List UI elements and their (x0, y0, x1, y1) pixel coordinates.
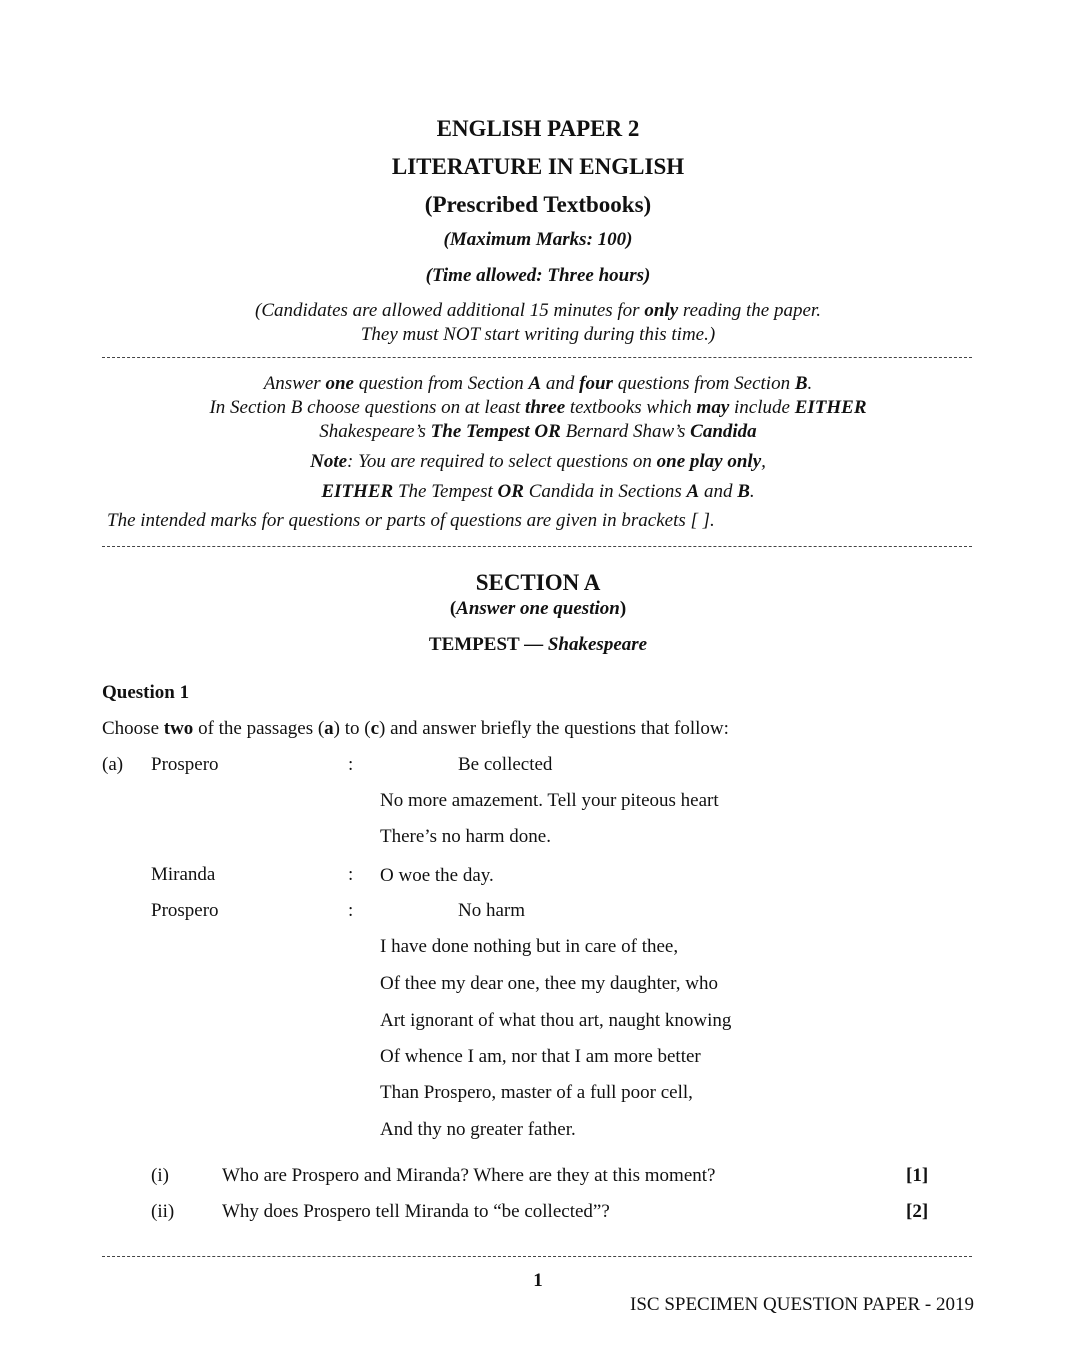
maximum-marks: (Maximum Marks: 100) (443, 229, 633, 250)
passage-line: Of whence I am, nor that I am more better (380, 1046, 701, 1067)
part-label: (a) (102, 754, 124, 775)
passage-line: Be collected (458, 754, 553, 775)
subquestion-text: Why does Prospero tell Miranda to “be collected”? (222, 1201, 610, 1222)
section-title: SECTION A (475, 570, 601, 595)
play-heading: TEMPEST — Shakespeare (428, 634, 648, 655)
passage-line: Art ignorant of what thou art, naught knowing (380, 1010, 732, 1031)
subquestion-number: (ii) (151, 1201, 175, 1222)
subquestion-text: Who are Prospero and Miranda? Where are they at this moment? (222, 1165, 716, 1186)
subquestion-marks: [1] (906, 1165, 929, 1186)
time-allowed: (Time allowed: Three hours) (425, 265, 651, 286)
subquestion-number: (i) (151, 1165, 169, 1186)
reading-time-note-line2: They must NOT start writing during this time.) (360, 324, 716, 345)
speaker-name: Miranda (151, 864, 216, 885)
passage-line: Than Prospero, master of a full poor cell, (380, 1082, 693, 1103)
instruction-line3: Shakespeare’s The Tempest OR Bernard Shaw’s Candida (319, 421, 757, 442)
passage-line: I have done nothing but in care of thee, (380, 936, 679, 957)
paper-title: ENGLISH PAPER 2 (436, 116, 640, 141)
passage-line: No harm (458, 900, 526, 921)
speaker-name: Prospero (151, 754, 219, 775)
passage-line: There’s no harm done. (380, 826, 551, 847)
textbooks-subtitle: (Prescribed Textbooks) (424, 192, 652, 217)
speaker-colon: : (348, 900, 354, 921)
speaker-colon: : (348, 754, 354, 775)
divider-bottom (102, 1256, 972, 1257)
passage-line: O woe the day. (380, 865, 494, 886)
reading-time-note-line1: (Candidates are allowed additional 15 minutes for only reading the paper. (255, 300, 821, 321)
subquestion-marks: [2] (906, 1201, 929, 1222)
footer-paper-name: ISC SPECIMEN QUESTION PAPER - 2019 (630, 1294, 974, 1315)
section-subtitle: (Answer one question) (449, 598, 627, 619)
passage-line: Of thee my dear one, thee my daughter, who (380, 973, 718, 994)
question-instruction: Choose two of the passages (a) to (c) and answer briefly the questions that follow: (102, 718, 729, 739)
question-label: Question 1 (102, 682, 190, 703)
speaker-colon: : (348, 864, 354, 885)
speaker-name: Prospero (151, 900, 219, 921)
passage-line: And thy no greater father. (380, 1119, 576, 1140)
instruction-note: Note: You are required to select questions on one play only, (310, 451, 766, 472)
passage-line: No more amazement. Tell your piteous heart (380, 790, 719, 811)
instruction-line1: Answer one question from Section A and four questions from Section B. (263, 373, 813, 394)
divider-top (102, 357, 972, 358)
subject-title: LITERATURE IN ENGLISH (391, 154, 685, 179)
instruction-marks-note: The intended marks for questions or parts of questions are given in brackets [ ]. (107, 510, 715, 531)
instruction-line2: In Section B choose questions on at least three textbooks which may include EITHER (209, 397, 867, 418)
divider-middle (102, 546, 972, 547)
instruction-either-or: EITHER The Tempest OR Candida in Sections A and B. (321, 481, 755, 502)
page-number: 1 (533, 1270, 543, 1291)
